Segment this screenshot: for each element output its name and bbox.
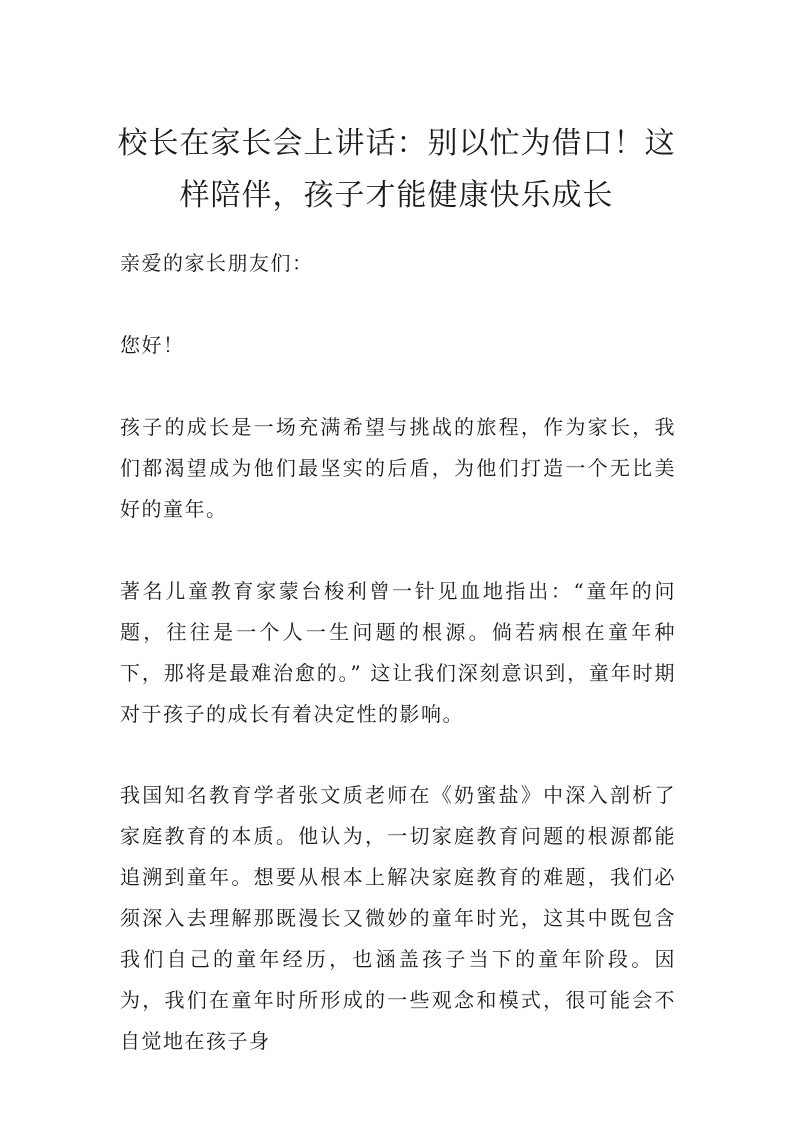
salutation: 亲爱的家长朋友们： [120,251,314,275]
greeting: 您好！ [120,333,185,357]
document-title: 校长在家长会上讲话：别以忙为借口！这样陪伴，孩子才能健康快乐成长 [117,126,676,213]
paragraph-2: 著名儿童教育家蒙台梭利曾一针见血地指出：“童年的问题，往往是一个人一生问题的根源。倘若病根在童年种下，那将是最难治愈的。” 这让我们深刻意识到，童年时期对于孩子的成长有着决定性的影响。 [120,579,676,726]
paragraph-3: 我国知名教育学者张文质老师在《奶蜜盐》中深入剖析了家庭教育的本质。他认为，一切家庭教育问题的根源都能追溯到童年。想要从根本上解决家庭教育的难题，我们必须深入去理解那既漫长又微妙的童年时光，这其中既包含我们自己的童年经历，也涵盖孩子当下的童年阶段。因为，我们在童年时所形成的一些观念和模式，很可能会不自觉地在孩子身 [120,783,676,1053]
paragraph-1: 孩子的成长是一场充满希望与挑战的旅程，作为家长，我们都渴望成为他们最坚实的后盾，为他们打造一个无比美好的童年。 [120,415,676,521]
